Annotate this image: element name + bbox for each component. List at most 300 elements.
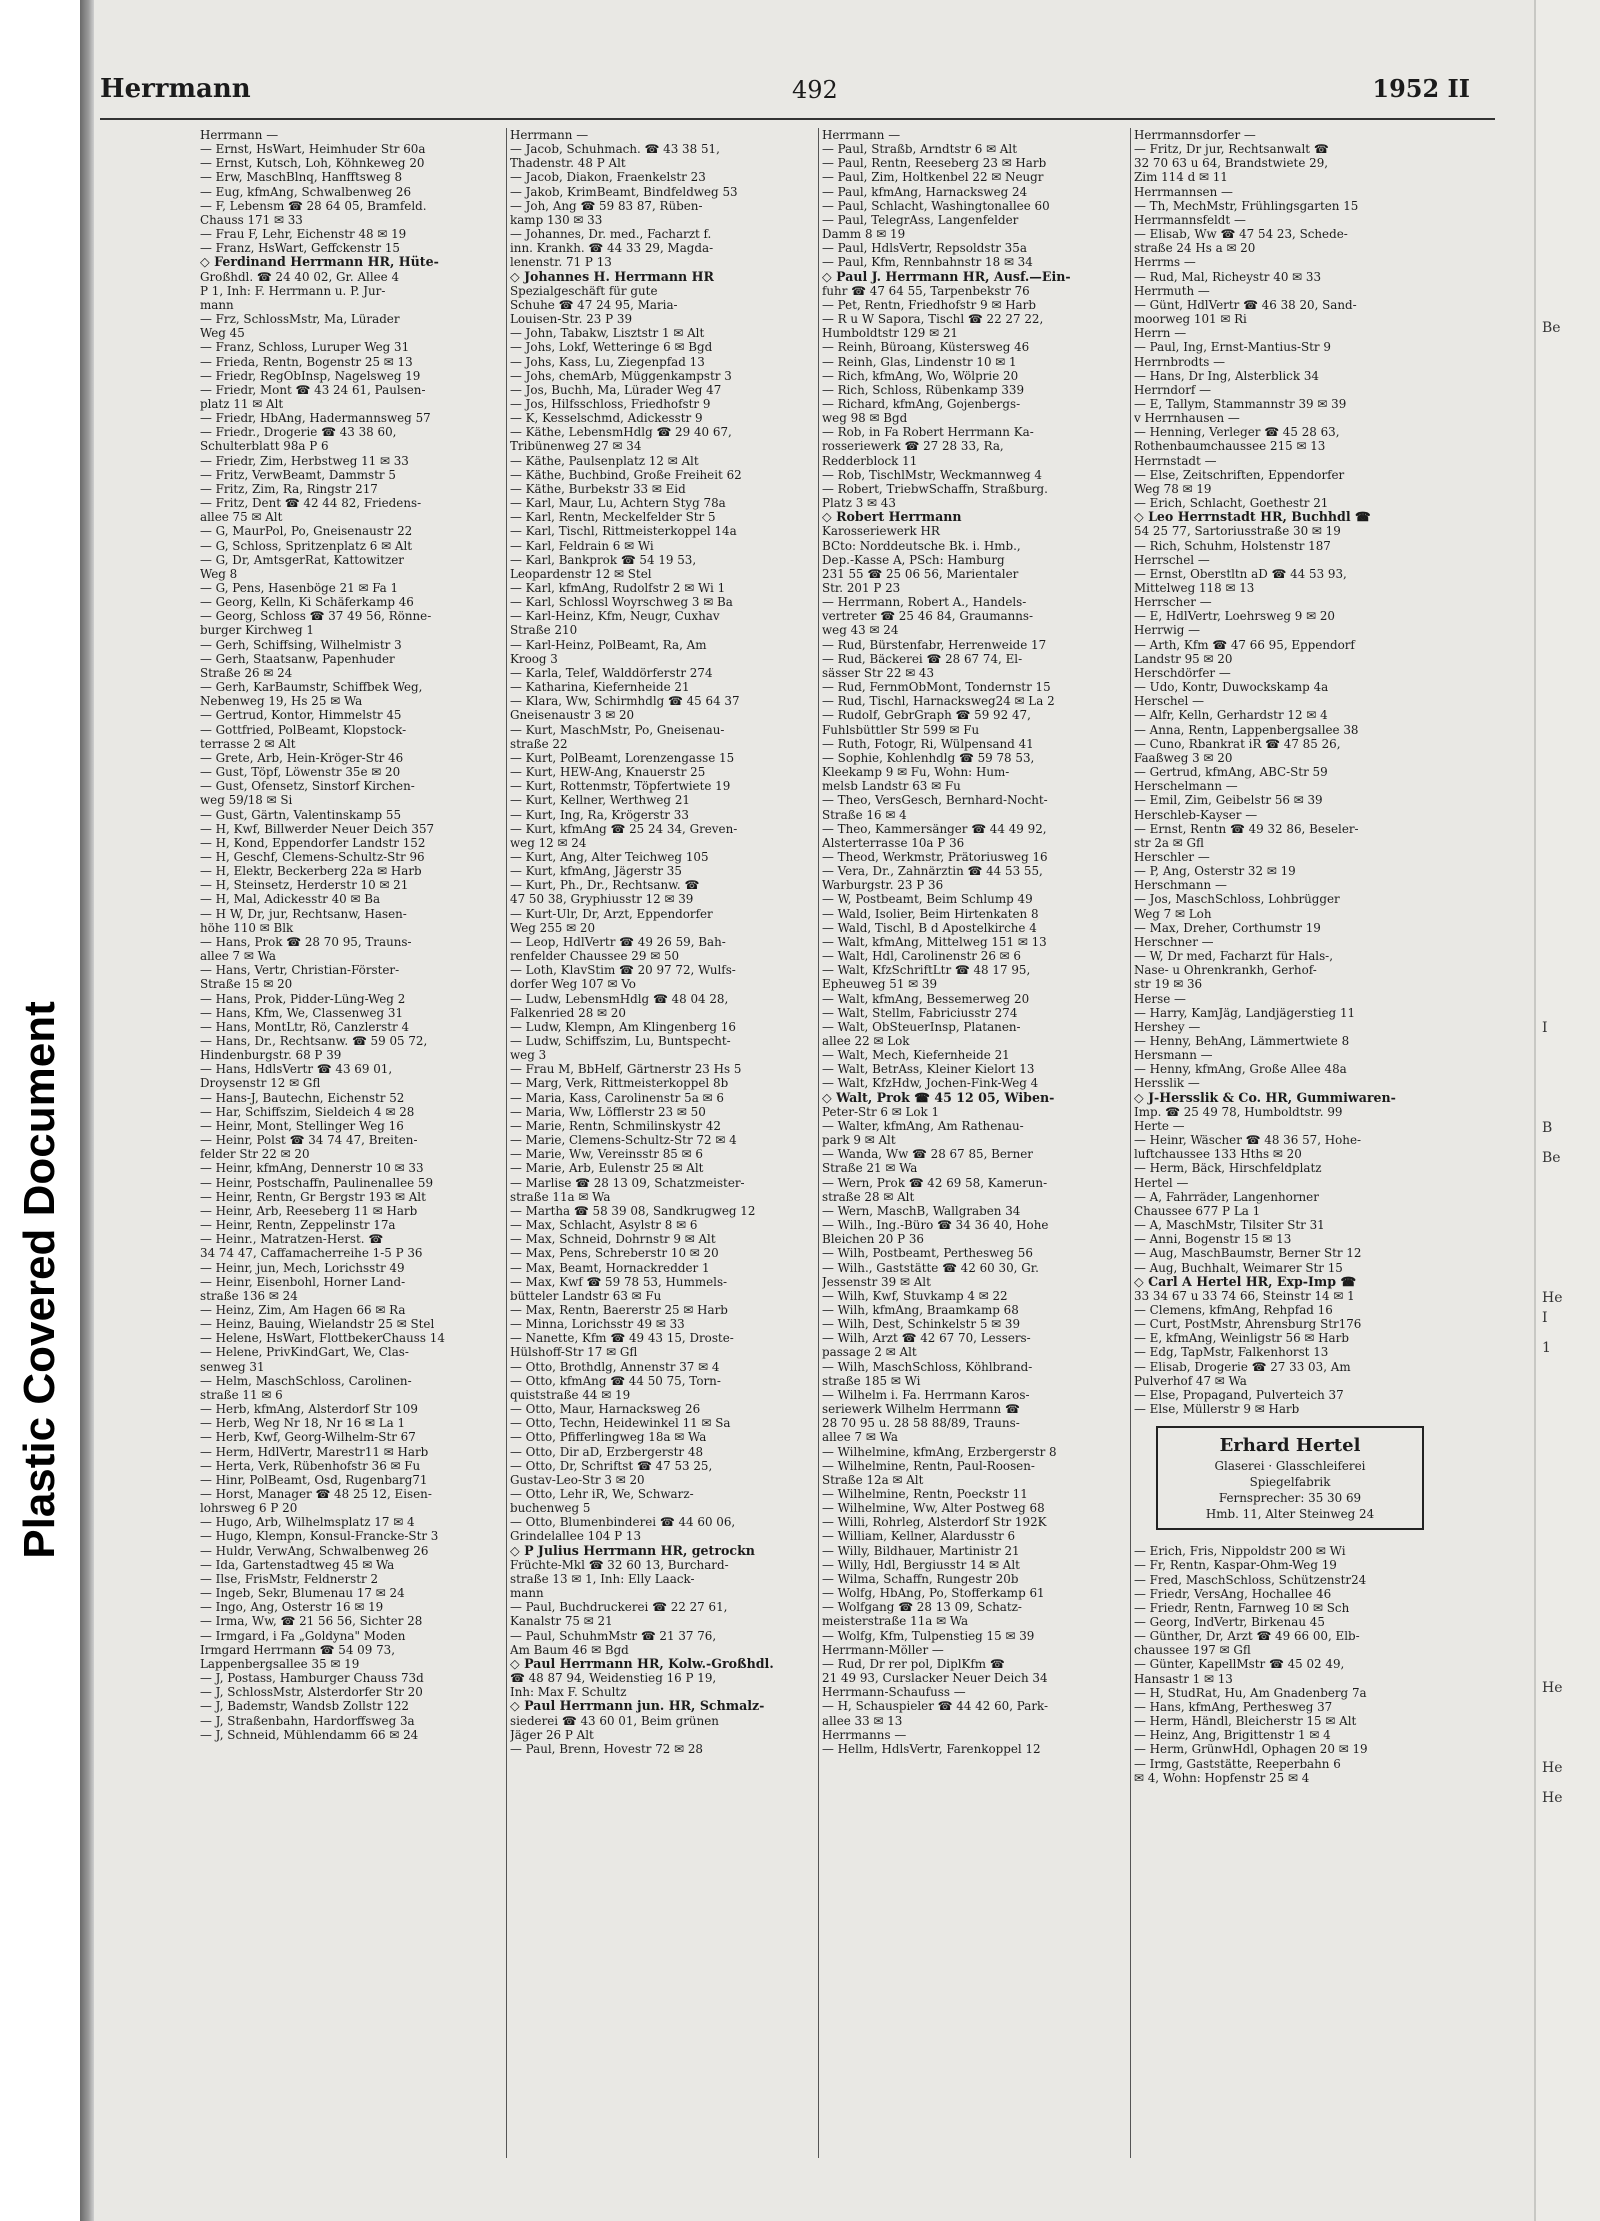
directory-entry: — Maria, Ww, Löfflerstr 23 ✉ 50: [510, 1104, 706, 1119]
directory-entry: — Wolfgang ☎ 28 13 09, Schatz-: [822, 1600, 1022, 1615]
directory-entry: straße 22: [510, 736, 568, 751]
directory-entry: — Wilh, Arzt ☎ 42 67 70, Lessers-: [822, 1331, 1031, 1346]
directory-entry: — Hans, HdlsVertr ☎ 43 69 01,: [200, 1062, 393, 1077]
directory-entry: Peter-Str 6 ✉ Lok 1: [822, 1104, 940, 1119]
directory-entry: — Wilhelm i. Fa. Herrmann Karos-: [822, 1387, 1030, 1402]
directory-entry: — Helene, PrivKindGart, We, Clas-: [200, 1345, 409, 1360]
directory-entry: — Emil, Zim, Geibelstr 56 ✉ 39: [1134, 793, 1323, 808]
facing-page-fragment: 1: [1542, 1340, 1551, 1356]
directory-entry: — Wilhelmine, Ww, Alter Postweg 68: [822, 1501, 1045, 1516]
directory-entry: — Wilh, MaschSchloss, Köhlbrand-: [822, 1359, 1033, 1374]
directory-entry: — Leop, HdlVertr ☎ 49 26 59, Bah-: [510, 934, 726, 949]
directory-entry: — Wald, Tischl, B d Apostelkirche 4: [822, 920, 1037, 935]
directory-entry: — Gerh, Staatsanw, Papenhuder: [200, 651, 395, 666]
directory-entry: — Rud, Mal, Richeystr 40 ✉ 33: [1134, 269, 1322, 284]
directory-entry: — Paul, HdlsVertr, Repsoldstr 35a: [822, 241, 1027, 256]
scan-margin: [0, 0, 80, 2221]
directory-entry: Grindelallee 104 P 13: [510, 1529, 642, 1544]
directory-entry: — Walt, kfmAng, Bessemerweg 20: [822, 991, 1030, 1006]
directory-entry: — G, Dr, AmtsgerRat, Kattowitzer: [200, 552, 404, 567]
directory-entry: — Wern, MaschB, Wallgraben 34: [822, 1203, 1021, 1218]
directory-entry: Platz 3 ✉ 43: [822, 496, 896, 511]
directory-entry: Hansastr 1 ✉ 13: [1134, 1671, 1233, 1686]
directory-entry: Weg 7 ✉ Loh: [1134, 906, 1212, 921]
directory-entry: — Erw, MaschBlnq, Hanfftsweg 8: [200, 170, 403, 185]
directory-entry: Herschmann —: [1134, 878, 1227, 893]
facing-page-fragment: He: [1542, 1790, 1563, 1806]
directory-entry: — Katharina, Kiefernheide 21: [510, 680, 690, 695]
directory-entry: Herrmann —: [510, 128, 589, 142]
directory-entry: Schuhe ☎ 47 24 95, Maria-: [510, 297, 678, 312]
directory-entry: Herrmann-Möller —: [822, 1642, 944, 1657]
directory-entry: — Käthe, Burbekstr 33 ✉ Eid: [510, 481, 686, 496]
directory-entry: — Ida, Gartenstadtweg 45 ✉ Wa: [200, 1557, 395, 1572]
directory-entry: — E, kfmAng, Weinligstr 56 ✉ Harb: [1134, 1331, 1349, 1346]
directory-entry: straße 185 ✉ Wi: [822, 1373, 921, 1388]
directory-entry: Dep.-Kasse A, PSch: Hamburg: [822, 552, 1005, 567]
directory-entry: Thadenstr. 48 P Alt: [510, 156, 626, 171]
directory-entry: Herschler —: [1134, 849, 1210, 864]
directory-entry: — Walt, Hdl, Carolinenstr 26 ✉ 6: [822, 949, 1021, 964]
directory-entry: — Max, Pens, Schreberstr 10 ✉ 20: [510, 1246, 719, 1261]
directory-entry: — Ilse, FrisMstr, Feldnerstr 2: [200, 1571, 379, 1586]
directory-entry: Pulverhof 47 ✉ Wa: [1134, 1373, 1247, 1388]
directory-entry: — E, HdlVertr, Loehrsweg 9 ✉ 20: [1134, 609, 1335, 624]
directory-entry: Hertel —: [1134, 1175, 1189, 1190]
directory-entry: — J, Schneid, Mühlendamm 66 ✉ 24: [200, 1727, 419, 1742]
column-divider: [506, 128, 507, 2158]
directory-entry: — Walt, BetrAss, Kleiner Kielort 13: [822, 1062, 1035, 1077]
directory-entry: moorweg 101 ✉ Ri: [1134, 312, 1247, 327]
directory-entry: — Karl-Heinz, PolBeamt, Ra, Am: [510, 637, 707, 652]
directory-entry: chaussee 197 ✉ Gfl: [1134, 1643, 1251, 1658]
directory-entry: — Else, Müllerstr 9 ✉ Harb: [1134, 1402, 1300, 1417]
directory-entry: allee 7 ✉ Wa: [822, 1430, 898, 1445]
directory-entry: — Arth, Kfm ☎ 47 66 95, Eppendorf: [1134, 637, 1355, 652]
directory-entry: — Elisab, Drogerie ☎ 27 33 03, Am: [1134, 1359, 1351, 1374]
directory-entry: — Gust, Ofensetz, Sinstorf Kirchen-: [200, 779, 415, 794]
directory-entry: — Herm, GrünwHdl, Ophagen 20 ✉ 19: [1134, 1742, 1368, 1757]
directory-entry: — Kurt, MaschMstr, Po, Gneisenau-: [510, 722, 725, 737]
directory-entry: — Walt, Stellm, Fabriciusstr 274: [822, 1005, 1018, 1020]
directory-entry: — Johs, Lokf, Wetteringe 6 ✉ Bgd: [510, 340, 713, 355]
directory-entry: Weg 45: [200, 326, 245, 341]
facing-page-fragment: I: [1542, 1310, 1548, 1326]
directory-entry: — Friedr, Rentn, Farnweg 10 ✉ Sch: [1134, 1600, 1350, 1615]
directory-entry: Herschelmann —: [1134, 779, 1238, 794]
directory-entry: terrasse 2 ✉ Alt: [200, 736, 296, 751]
directory-entry: Straße 15 ✉ 20: [200, 977, 293, 992]
directory-entry: Herschleb-Kayser —: [1134, 807, 1258, 822]
directory-entry: — H, Mal, Adickesstr 40 ✉ Ba: [200, 892, 381, 907]
directory-entry: Spezialgeschäft für gute: [510, 283, 658, 298]
directory-entry: — Paul, SchuhmMstr ☎ 21 37 76,: [510, 1628, 717, 1643]
directory-entry: — Otto, Pfifferlingweg 18a ✉ Wa: [510, 1430, 707, 1445]
directory-entry: — J, Straßenbahn, Hardorffsweg 3a: [200, 1713, 415, 1728]
directory-entry: — Udo, Kontr, Duwockskamp 4a: [1134, 680, 1329, 695]
directory-entry: — Paul, Schlacht, Washingtonallee 60: [822, 198, 1050, 213]
directory-entry: — Herm, HdlVertr, Marestr11 ✉ Harb: [200, 1444, 429, 1459]
directory-entry: — Aug, Buchhalt, Weimarer Str 15: [1134, 1260, 1343, 1275]
directory-entry: Herrwig —: [1134, 623, 1201, 638]
directory-entry: Hindenburgstr. 68 P 39: [200, 1048, 342, 1063]
directory-entry: — Walt, Mech, Kiefernheide 21: [822, 1048, 1010, 1063]
directory-entry: luftchaussee 133 Hths ✉ 20: [1134, 1147, 1302, 1162]
directory-entry: — Hans, Vertr, Christian-Förster-: [200, 963, 400, 978]
directory-entry: — Klara, Ww, Schirmhdlg ☎ 45 64 37: [510, 694, 740, 709]
directory-entry: — Hugo, Klempn, Konsul-Francke-Str 3: [200, 1529, 439, 1544]
directory-entry: Faaßweg 3 ✉ 20: [1134, 750, 1233, 765]
directory-entry: Herrn —: [1134, 326, 1187, 341]
directory-entry: buchenweg 5: [510, 1501, 591, 1516]
directory-entry: Hersslik —: [1134, 1076, 1200, 1091]
directory-entry: Falkenried 28 ✉ 20: [510, 1005, 626, 1020]
directory-entry: senweg 31: [200, 1359, 265, 1374]
directory-entry: straße 11 ✉ 6: [200, 1387, 283, 1402]
directory-entry: fuhr ☎ 47 64 55, Tarpenbekstr 76: [822, 283, 1030, 298]
directory-entry: — Kurt-Ulr, Dr, Arzt, Eppendorfer: [510, 906, 713, 921]
directory-entry: — Karl, Schlossl Woyrschweg 3 ✉ Ba: [510, 595, 733, 610]
directory-entry: — Fritz, Zim, Ra, Ringstr 217: [200, 481, 378, 496]
directory-entry: 21 49 93, Curslacker Neuer Deich 34: [822, 1671, 1048, 1686]
directory-entry: — Max, Dreher, Corthumstr 19: [1134, 920, 1321, 935]
directory-entry: Epheuweg 51 ✉ 39: [822, 977, 938, 992]
directory-entry: ◇ J-Hersslik & Co. HR, Gummiwaren-: [1134, 1090, 1396, 1105]
directory-entry: — Frau M, BbHelf, Gärtnerstr 23 Hs 5: [510, 1062, 742, 1077]
directory-entry: — A, Fahrräder, Langenhorner: [1134, 1189, 1319, 1204]
directory-entry: ◇ Robert Herrmann: [822, 510, 962, 525]
directory-entry: — H, Steinsetz, Herderstr 10 ✉ 21: [200, 878, 409, 893]
directory-entry: — Herm, Bäck, Hirschfeldplatz: [1134, 1161, 1322, 1176]
column-divider: [1130, 128, 1131, 2158]
directory-entry: — Johs, chemArb, Müggenkampstr 3: [510, 368, 732, 383]
directory-entry: — Willy, Hdl, Bergiusstr 14 ✉ Alt: [822, 1557, 1020, 1572]
directory-entry: allee 75 ✉ Alt: [200, 510, 283, 525]
directory-entry: — Henny, BehAng, Lämmertwiete 8: [1134, 1034, 1350, 1048]
directory-entry: — R u W Sapora, Tischl ☎ 22 27 22,: [822, 312, 1044, 327]
directory-entry: — Rud, Tischl, Harnacksweg24 ✉ La 2: [822, 694, 1055, 709]
directory-entry: Humboldtstr 129 ✉ 21: [822, 326, 958, 341]
directory-entry: park 9 ✉ Alt: [822, 1133, 896, 1148]
directory-entry: — Har, Schiffszim, Sieldeich 4 ✉ 28: [200, 1104, 415, 1119]
directory-entry: — Heinr, jun, Mech, Lorichsstr 49: [200, 1260, 405, 1275]
directory-entry: — Anna, Rentn, Lappenbergsallee 38: [1134, 722, 1359, 737]
directory-entry: — Heinr, Polst ☎ 34 74 47, Breiten-: [200, 1133, 418, 1148]
directory-entry: P 1, Inh: F. Herrmann u. P. Jur-: [200, 283, 386, 298]
directory-entry: — Heinz, Ang, Brigittenstr 1 ✉ 4: [1134, 1728, 1331, 1743]
directory-entry: sässer Str 22 ✉ 43: [822, 665, 935, 680]
directory-entry: — Kurt, kfmAng, Jägerstr 35: [510, 864, 682, 879]
column-4: [1134, 128, 1446, 1785]
column-2: [510, 128, 822, 1756]
directory-entry: Herrmann-Schaufuss —: [822, 1685, 966, 1700]
facing-page-fragment: B: [1542, 1120, 1553, 1136]
directory-entry: melsb Landstr 63 ✉ Fu: [822, 779, 961, 794]
directory-entry: — Rud, FernmObMont, Tondernstr 15: [822, 680, 1051, 695]
page-number: 492: [792, 76, 838, 104]
directory-entry: — Ruth, Fotogr, Ri, Wülpensand 41: [822, 736, 1034, 751]
directory-entry: Herrndorf —: [1134, 382, 1211, 397]
directory-entry: — Wilh., Ing.-Büro ☎ 34 36 40, Hohe: [822, 1218, 1049, 1233]
directory-entry: — Otto, Brothdlg, Annenstr 37 ✉ 4: [510, 1359, 720, 1374]
directory-entry: Herrnbrodts —: [1134, 354, 1226, 369]
directory-entry: — Paul, Zim, Holtkenbel 22 ✉ Neugr: [822, 170, 1044, 185]
directory-entry: — Jakob, KrimBeamt, Bindfeldweg 53: [510, 184, 738, 199]
directory-entry: — Otto, Blumenbinderei ☎ 44 60 06,: [510, 1515, 736, 1530]
directory-entry: — Max, Schlacht, Asylstr 8 ✉ 6: [510, 1218, 698, 1233]
directory-entry: dorfer Weg 107 ✉ Vo: [510, 977, 636, 992]
book-spine: [80, 0, 94, 2221]
directory-entry: — Karla, Telef, Walddörferstr 274: [510, 665, 713, 680]
directory-entry: — Hugo, Arb, Wilhelmsplatz 17 ✉ 4: [200, 1515, 415, 1530]
directory-entry: straße 13 ✉ 1, Inh: Elly Laack-: [510, 1571, 695, 1586]
directory-entry: Gustav-Leo-Str 3 ✉ 20: [510, 1472, 645, 1487]
directory-entry: Nebenweg 19, Hs 25 ✉ Wa: [200, 694, 363, 709]
directory-entry: — Max, Beamt, Hornackredder 1: [510, 1260, 710, 1275]
directory-entry: — H W, Dr, jur, Rechtsanw, Hasen-: [200, 906, 407, 921]
directory-entry: Herte —: [1134, 1118, 1185, 1133]
directory-entry: — Martha ☎ 58 39 08, Sandkrugweg 12: [510, 1203, 756, 1218]
directory-entry: — Hans, MontLtr, Rö, Canzlerstr 4: [200, 1019, 410, 1034]
directory-entry: — H, Elektr, Beckerberg 22a ✉ Harb: [200, 864, 422, 879]
directory-entry: Straße 16 ✉ 4: [822, 807, 907, 822]
directory-entry: — Otto, Maur, Harnacksweg 26: [510, 1402, 701, 1417]
directory-entry: Hershey —: [1134, 1019, 1201, 1034]
directory-entry: Straße 26 ✉ 24: [200, 665, 293, 680]
directory-entry: — Herb, Kwf, Georg-Wilhelm-Str 67: [200, 1430, 416, 1445]
directory-entry: Chauss 171 ✉ 33: [200, 212, 303, 227]
directory-entry: — Wern, Prok ☎ 42 69 58, Kamerun-: [822, 1175, 1048, 1190]
directory-entry: Weg 78 ✉ 19: [1134, 481, 1212, 496]
directory-entry: — Alfr, Kelln, Gerhardstr 12 ✉ 4: [1134, 708, 1328, 723]
directory-entry: Schulterblatt 98a P 6: [200, 439, 329, 454]
directory-entry: — Heinr, Mont, Stellinger Weg 16: [200, 1118, 404, 1133]
directory-entry: — Helm, MaschSchloss, Carolinen-: [200, 1373, 412, 1388]
directory-entry: — Theod, Werkmstr, Prätoriusweg 16: [822, 849, 1048, 864]
directory-entry: — Marie, Clemens-Schultz-Str 72 ✉ 4: [510, 1133, 737, 1148]
directory-entry: — Fred, MaschSchloss, Schützenstr24: [1134, 1572, 1367, 1587]
directory-entry: Weg 255 ✉ 20: [510, 920, 596, 935]
directory-entry: — Herb, Weg Nr 18, Nr 16 ✉ La 1: [200, 1416, 406, 1431]
directory-entry: — F, Lebensm ☎ 28 64 05, Bramfeld.: [200, 198, 427, 213]
directory-entry: — Ingo, Ang, Osterstr 16 ✉ 19: [200, 1600, 384, 1615]
directory-entry: — Karl, Feldrain 6 ✉ Wi: [510, 538, 654, 553]
directory-entry: mann: [200, 297, 234, 312]
directory-entry: — Henny, kfmAng, Große Allee 48a: [1134, 1062, 1347, 1077]
directory-entry: — Walt, KfzHdw, Jochen-Fink-Weg 4: [822, 1076, 1039, 1091]
directory-entry: — Otto, Dir aD, Erzbergerstr 48: [510, 1444, 704, 1459]
directory-entry: — Walt, ObSteuerInsp, Platanen-: [822, 1019, 1021, 1034]
directory-entry: Am Baum 46 ✉ Bgd: [510, 1642, 629, 1657]
directory-entry: ◇ Paul J. Herrmann HR, Ausf.—Ein-: [822, 269, 1071, 284]
directory-entry: — Kurt, PolBeamt, Lorenzengasse 15: [510, 750, 735, 765]
directory-entry: — Georg, Schloss ☎ 37 49 56, Rönne-: [200, 609, 432, 624]
directory-entry: — Heinz, Zim, Am Hagen 66 ✉ Ra: [200, 1302, 406, 1317]
directory-entry: — Franz, HsWart, Geffckenstr 15: [200, 241, 400, 256]
directory-entry: Redderblock 11: [822, 453, 918, 468]
directory-entry: — Hans, Prok, Pidder-Lüng-Weg 2: [200, 991, 406, 1006]
directory-entry: passage 2 ✉ Alt: [822, 1345, 917, 1360]
directory-entry: — Heinz, Bauing, Wielandstr 25 ✉ Stel: [200, 1317, 435, 1332]
directory-entry: — Ludw, Schiffszim, Lu, Buntspecht-: [510, 1034, 731, 1048]
directory-entry: — Wald, Isolier, Beim Hirtenkaten 8: [822, 906, 1039, 921]
directory-entry: — Else, Propagand, Pulverteich 37: [1134, 1387, 1344, 1402]
directory-entry: — Herb, kfmAng, Alsterdorf Str 109: [200, 1402, 418, 1417]
directory-entry: — Hinr, PolBeamt, Osd, Rugenbarg71: [200, 1472, 428, 1487]
directory-entry: — Günther, Dr, Arzt ☎ 49 66 00, Elb-: [1134, 1629, 1360, 1644]
directory-entry: — Otto, Techn, Heidewinkel 11 ✉ Sa: [510, 1416, 731, 1431]
directory-entry: Herschdörfer —: [1134, 665, 1231, 680]
directory-entry: — Else, Zeitschriften, Eppendorfer: [1134, 467, 1345, 482]
directory-entry: — Sophie, Kohlenhdlg ☎ 59 78 53,: [822, 750, 1035, 765]
directory-entry: — Käthe, LebensmHdlg ☎ 29 40 67,: [510, 425, 732, 440]
directory-entry: — Georg, Kelln, Ki Schäferkamp 46: [200, 595, 414, 610]
directory-entry: platz 11 ✉ Alt: [200, 396, 284, 411]
directory-entry: — A, MaschMstr, Tilsiter Str 31: [1134, 1218, 1325, 1233]
directory-entry: — Clemens, kfmAng, Rehpfad 16: [1134, 1302, 1333, 1317]
directory-entry: — J, Bademstr, Wandsb Zollstr 122: [200, 1699, 409, 1714]
directory-entry: — Max, Kwf ☎ 59 78 53, Hummels-: [510, 1274, 728, 1289]
directory-entry: v Herrnhausen —: [1134, 411, 1240, 426]
directory-entry: Herrmann —: [822, 128, 901, 142]
directory-entry: Früchte-Mkl ☎ 32 60 13, Burchard-: [510, 1557, 729, 1572]
directory-entry: — Gertrud, Kontor, Himmelstr 45: [200, 708, 402, 723]
directory-entry: — Curt, PostMstr, Ahrensburg Str176: [1134, 1317, 1362, 1332]
directory-entry: — Minna, Lorichsstr 49 ✉ 33: [510, 1317, 685, 1332]
directory-entry: — Ludw, Klempn, Am Klingenberg 16: [510, 1019, 736, 1034]
directory-entry: Droysenstr 12 ✉ Gfl: [200, 1076, 321, 1091]
ad-line-4: Hmb. 11, Alter Steinweg 24: [1205, 1507, 1375, 1522]
directory-entry: Damm 8 ✉ 19: [822, 227, 906, 242]
directory-entry: — Käthe, Buchbind, Große Freiheit 62: [510, 467, 742, 482]
directory-entry: — Friedr., Drogerie ☎ 43 38 60,: [200, 425, 397, 440]
directory-entry: — Karl, Tischl, Rittmeisterkoppel 14a: [510, 524, 737, 539]
directory-entry: Kroog 3: [510, 651, 558, 666]
directory-entry: — Nanette, Kfm ☎ 49 43 15, Droste-: [510, 1331, 734, 1346]
directory-entry: — Paul, Buchdruckerei ☎ 22 27 61,: [510, 1600, 728, 1615]
advertisement-box: [1156, 1426, 1424, 1530]
directory-entry: ◇ Johannes H. Herrmann HR: [510, 269, 714, 284]
directory-entry: — Irma, Ww, ☎ 21 56 56, Sichter 28: [200, 1614, 423, 1629]
directory-entry: — Fritz, Dent ☎ 42 44 82, Friedens-: [200, 496, 422, 511]
directory-entry: Herse —: [1134, 991, 1186, 1006]
column-1: [200, 128, 512, 1742]
directory-entry: — Wanda, Ww ☎ 28 67 85, Berner: [822, 1147, 1033, 1162]
directory-entry: — Paul, kfmAng, Harnacksweg 24: [822, 184, 1028, 199]
directory-entry: — Heinr, Eisenbohl, Horner Land-: [200, 1274, 406, 1289]
directory-entry: Fuhlsbüttler Str 599 ✉ Fu: [822, 722, 980, 737]
directory-entry: weg 43 ✉ 24: [822, 623, 899, 638]
directory-entry: — H, Kond, Eppendorfer Landstr 152: [200, 835, 426, 850]
directory-entry: weg 12 ✉ 24: [510, 835, 587, 850]
directory-entry: — Heinr, Rentn, Gr Bergstr 193 ✉ Alt: [200, 1189, 426, 1204]
ad-line-1: Glaserei · Glasschleiferei: [1214, 1459, 1366, 1474]
directory-entry: 33 34 67 u 33 74 66, Steinstr 14 ✉ 1: [1134, 1288, 1355, 1303]
directory-entry: Herrscher —: [1134, 595, 1212, 610]
directory-entry: — Rud, Bürstenfabr, Herrenweide 17: [822, 637, 1047, 652]
directory-entry: — Wilh, Dest, Schinkelstr 5 ✉ 39: [822, 1317, 1021, 1332]
directory-entry: — Heinr, kfmAng, Dennerstr 10 ✉ 33: [200, 1161, 424, 1176]
directory-entry: lohrsweg 6 P 20: [200, 1501, 298, 1516]
directory-entry: — Walter, kfmAng, Am Rathenau-: [822, 1118, 1024, 1133]
directory-entry: bütteler Landstr 63 ✉ Fu: [510, 1288, 662, 1303]
directory-entry: meisterstraße 11a ✉ Wa: [822, 1614, 969, 1629]
directory-entry: — Fritz, Dr jur, Rechtsanwalt ☎: [1134, 142, 1329, 157]
directory-entry: — J, Postass, Hamburger Chauss 73d: [200, 1671, 424, 1686]
directory-entry: Straße 12a ✉ Alt: [822, 1472, 924, 1487]
directory-entry: — J, SchlossMstr, Alsterdorfer Str 20: [200, 1685, 423, 1700]
directory-entry: Straße 210: [510, 623, 578, 638]
directory-entry: — Herm, Händl, Bleicherstr 15 ✉ Alt: [1134, 1714, 1357, 1729]
directory-entry: — Ernst, Rentn ☎ 49 32 86, Beseler-: [1134, 821, 1359, 836]
directory-entry: Str. 201 P 23: [822, 581, 901, 595]
directory-entry: — Jacob, Diakon, Fraenkelstr 23: [510, 170, 706, 185]
directory-entry: — Walt, kfmAng, Mittelweg 151 ✉ 13: [822, 934, 1047, 949]
directory-entry: Zim 114 d ✉ 11: [1134, 170, 1228, 185]
directory-entry: — Cuno, Rbankrat iR ☎ 47 85 26,: [1134, 736, 1341, 751]
directory-entry: — H, Geschf, Clemens-Schultz-Str 96: [200, 849, 425, 864]
directory-entry: quiststraße 44 ✉ 19: [510, 1387, 631, 1402]
directory-entry: — Herta, Verk, Rübenhofstr 36 ✉ Fu: [200, 1458, 421, 1473]
directory-entry: — Otto, kfmAng ☎ 44 50 75, Torn-: [510, 1373, 721, 1388]
directory-entry: — Gust, Gärtn, Valentinskamp 55: [200, 807, 402, 822]
directory-entry: — Marie, Rentn, Schmilinskystr 42: [510, 1118, 721, 1133]
directory-entry: — Frieda, Rentn, Bogenstr 25 ✉ 13: [200, 354, 413, 369]
directory-entry: — Otto, Lehr iR, We, Schwarz-: [510, 1487, 694, 1501]
directory-entry: allee 7 ✉ Wa: [200, 949, 276, 964]
directory-entry: — Wilhelmine, Rentn, Paul-Roosen-: [822, 1458, 1035, 1473]
directory-entry: Herrmann —: [200, 128, 279, 142]
directory-entry: — Wilh., Gaststätte ☎ 42 60 30, Gr.: [822, 1260, 1039, 1275]
directory-entry: lenenstr. 71 P 13: [510, 255, 612, 270]
directory-entry: Straße 21 ✉ Wa: [822, 1161, 918, 1176]
directory-entry: höhe 110 ✉ Blk: [200, 920, 294, 935]
directory-entry: — Wilhelmine, kfmAng, Erzbergerstr 8: [822, 1444, 1057, 1459]
directory-entry: Nase- u Ohrenkrankh, Gerhof-: [1134, 963, 1317, 978]
directory-entry: — Rudolf, GebrGraph ☎ 59 92 47,: [822, 708, 1031, 723]
directory-entry: ◇ Paul Herrmann HR, Kolw.-Großhdl.: [510, 1656, 774, 1671]
directory-entry: ◇ Walt, Prok ☎ 45 12 05, Wiben-: [822, 1090, 1055, 1105]
directory-entry: Herrnstadt —: [1134, 453, 1217, 468]
directory-entry: Kanalstr 75 ✉ 21: [510, 1614, 613, 1629]
directory-entry: Mittelweg 118 ✉ 13: [1134, 581, 1255, 595]
directory-entry: weg 98 ✉ Bgd: [822, 411, 908, 426]
directory-entry: — Wilh, kfmAng, Braamkamp 68: [822, 1302, 1019, 1317]
directory-entry: — Jos, MaschSchloss, Lohbrügger: [1134, 892, 1340, 907]
directory-entry: — Erich, Fris, Nippoldstr 200 ✉ Wi: [1134, 1544, 1346, 1559]
directory-entry: ☎ 48 87 94, Weidenstieg 16 P 19,: [510, 1671, 717, 1686]
directory-entry: 231 55 ☎ 25 06 56, Marientaler: [822, 566, 1019, 581]
directory-entry: — Karl, kfmAng, Rudolfstr 2 ✉ Wi 1: [510, 581, 726, 595]
directory-entry: — Friedr, Mont ☎ 43 24 61, Paulsen-: [200, 382, 426, 397]
directory-entry: — Heinr., Matratzen-Herst. ☎: [200, 1232, 384, 1247]
directory-entry: renfelder Chaussee 29 ✉ 50: [510, 949, 680, 964]
directory-entry: — Edg, TapMstr, Falkenhorst 13: [1134, 1345, 1329, 1360]
directory-entry: Jäger 26 P Alt: [510, 1727, 594, 1742]
directory-entry: Karosseriewerk HR: [822, 524, 940, 539]
directory-entry: — Heinr, Rentn, Zeppelinstr 17a: [200, 1218, 396, 1233]
directory-entry: — Jacob, Schuhmach. ☎ 43 38 51,: [510, 142, 720, 157]
directory-entry: — Paul, TelegrAss, Langenfelder: [822, 212, 1019, 227]
directory-entry: — P, Ang, Osterstr 32 ✉ 19: [1134, 864, 1296, 879]
directory-entry: — Elisab, Ww ☎ 47 54 23, Schede-: [1134, 227, 1348, 242]
directory-entry: — Max, Rentn, Baererstr 25 ✉ Harb: [510, 1302, 728, 1317]
directory-entry: — Irmg, Gaststätte, Reeperbahn 6: [1134, 1756, 1341, 1771]
directory-entry: Chaussee 677 P La 1: [1134, 1203, 1261, 1218]
directory-entry: — Fr, Rentn, Kaspar-Ohm-Weg 19: [1134, 1558, 1337, 1573]
directory-entry: BCto: Norddeutsche Bk. i. Hmb.,: [822, 538, 1021, 553]
directory-entry: Hülshoff-Str 17 ✉ Gfl: [510, 1345, 638, 1360]
